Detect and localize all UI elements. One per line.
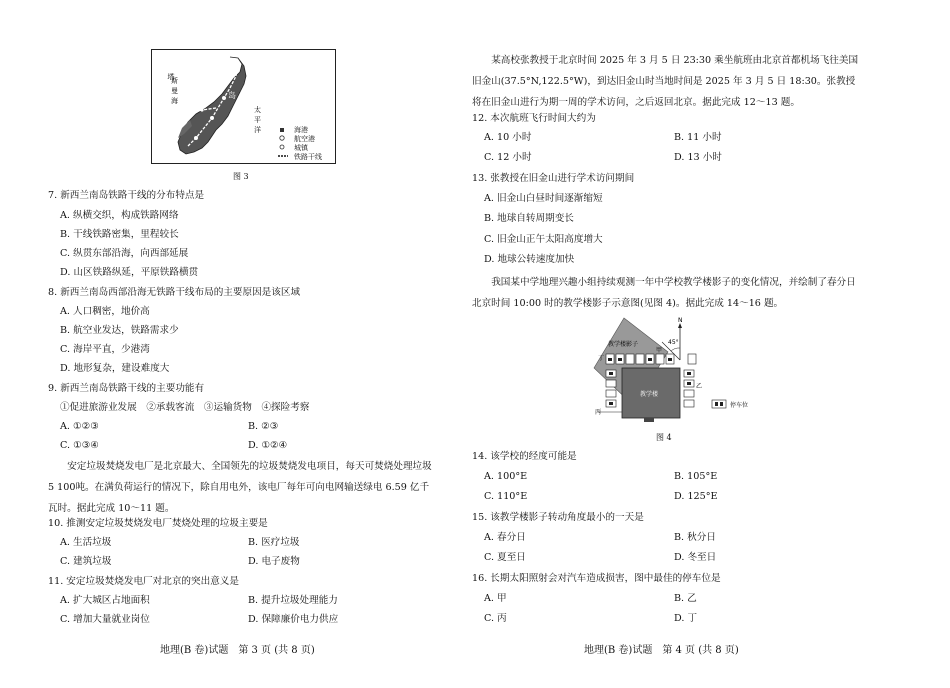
- q14-stem: 14. 该学校的经度可能是: [472, 451, 577, 462]
- island-shape: [178, 57, 246, 154]
- q8-option-b[interactable]: B. 航空业发达，铁路需求少: [60, 325, 179, 336]
- spot-yi: 乙: [696, 383, 703, 390]
- q13-stem: 13. 张教授在旧金山进行学术访问期间: [472, 173, 635, 184]
- figure-3-caption: 图 3: [233, 172, 249, 181]
- map-legend: [278, 128, 288, 156]
- q11-option-c[interactable]: C. 增加大量就业岗位: [60, 614, 150, 625]
- q9-option-c[interactable]: C. ①③④: [60, 440, 99, 451]
- q8-option-d[interactable]: D. 地形复杂，建设难度大: [60, 363, 170, 374]
- q14-option-d[interactable]: D. 125°E: [674, 491, 718, 502]
- q15-option-d[interactable]: D. 冬至日: [674, 552, 717, 563]
- q9-option-a[interactable]: A. ①②③: [60, 421, 99, 432]
- q9-stem: 9. 新西兰南岛铁路干线的主要功能有: [48, 383, 205, 394]
- school-building-diagram: [592, 316, 777, 426]
- q13-option-c[interactable]: C. 旧金山正午太阳高度增大: [484, 234, 603, 245]
- spot-ding: 丁: [598, 355, 605, 362]
- figure-4-caption: 图 4: [656, 433, 672, 442]
- q15-option-a[interactable]: A. 春分日: [484, 532, 526, 543]
- spot-jia: 甲: [656, 347, 663, 354]
- svg-text:平: 平: [254, 116, 261, 124]
- q9-items: ①促进旅游业发展 ②承载客流 ③运输货物 ④探险考察: [60, 402, 310, 413]
- svg-text:海: 海: [171, 97, 178, 105]
- svg-text:曼: 曼: [171, 87, 178, 95]
- q7-option-a[interactable]: A. 纵横交织，构成铁路网络: [60, 210, 179, 221]
- q16-option-a[interactable]: A. 甲: [484, 593, 507, 604]
- q13-option-b[interactable]: B. 地球自转周期变长: [484, 213, 574, 224]
- q9-option-b[interactable]: B. ②③: [248, 421, 279, 432]
- q12-stem: 12. 本次航班飞行时间大约为: [472, 113, 596, 124]
- q10-stem: 10. 推测安定垃圾焚烧发电厂焚烧处理的垃圾主要是: [48, 518, 268, 529]
- q11-stem: 11. 安定垃圾焚烧发电厂对北京的突出意义是: [48, 576, 239, 587]
- q7-option-b[interactable]: B. 干线铁路密集，里程较长: [60, 229, 179, 240]
- q8-option-a[interactable]: A. 人口稠密，地价高: [60, 306, 150, 317]
- q13-option-a[interactable]: A. 旧金山白昼时间逐渐缩短: [484, 193, 603, 204]
- shadow-label: 教学楼影子: [608, 341, 639, 348]
- q10-option-b[interactable]: B. 医疗垃圾: [248, 537, 300, 548]
- q7-option-c[interactable]: C. 纵贯东部沿海，向西部延展: [60, 248, 189, 259]
- q10-option-c[interactable]: C. 建筑垃圾: [60, 556, 112, 567]
- q14-option-a[interactable]: A. 100°E: [484, 471, 528, 482]
- svg-text:斯: 斯: [171, 77, 178, 85]
- q16-option-d[interactable]: D. 丁: [674, 613, 698, 624]
- q10-option-a[interactable]: A. 生活垃圾: [60, 537, 112, 548]
- north-label: N: [678, 317, 683, 324]
- building-label: 教学楼: [640, 391, 659, 398]
- passage-14-16: 我国某中学地理兴趣小组持续观测一年中学校教学楼影子的变化情况，并绘制了春分日北京时间 10:00 时的教学楼影子示意图(见图 4)。据此完成 14～16 题。: [472, 277, 856, 309]
- q7-stem: 7. 新西兰南岛铁路干线的分布特点是: [48, 190, 205, 201]
- q12-option-c[interactable]: C. 12 小时: [484, 152, 532, 163]
- q11-option-d[interactable]: D. 保障廉价电力供应: [248, 614, 339, 625]
- q8-option-c[interactable]: C. 海岸平直，少港湾: [60, 344, 150, 355]
- parking-label: 停车位: [730, 402, 749, 409]
- q13-option-d[interactable]: D. 地球公转速度加快: [484, 254, 575, 265]
- q12-option-b[interactable]: B. 11 小时: [674, 132, 722, 143]
- spot-bing: 丙: [595, 409, 602, 416]
- q16-option-c[interactable]: C. 丙: [484, 613, 507, 624]
- legend-railway: 铁路干线: [294, 153, 322, 161]
- q12-option-d[interactable]: D. 13 小时: [674, 152, 722, 163]
- q12-option-a[interactable]: A. 10 小时: [484, 132, 532, 143]
- figure-3: [151, 49, 336, 164]
- page-3-footer: 地理(B 卷)试题 第 3 页 (共 8 页): [160, 645, 315, 656]
- svg-text:岛: 岛: [228, 91, 236, 100]
- page-4-footer: 地理(B 卷)试题 第 4 页 (共 8 页): [584, 645, 739, 656]
- q15-stem: 15. 该教学楼影子转动角度最小的一天是: [472, 512, 644, 523]
- pacific-label: 太: [254, 106, 261, 114]
- q15-option-b[interactable]: B. 秋分日: [674, 532, 716, 543]
- island-char: 南: [220, 71, 228, 80]
- q14-option-b[interactable]: B. 105°E: [674, 471, 718, 482]
- legend-town: 城镇: [294, 144, 308, 152]
- q16-option-b[interactable]: B. 乙: [674, 593, 697, 604]
- q11-option-b[interactable]: B. 提升垃圾处理能力: [248, 595, 338, 606]
- q10-option-d[interactable]: D. 电子废物: [248, 556, 300, 567]
- svg-text:洋: 洋: [254, 126, 261, 134]
- angle-label: 45°: [668, 339, 679, 346]
- q11-option-a[interactable]: A. 扩大城区占地面积: [60, 595, 150, 606]
- q16-stem: 16. 长期太阳照射会对汽车造成损害，图中最佳的停车位是: [472, 573, 721, 584]
- tasman-sea-label: 塔: [167, 73, 175, 80]
- legend-seaport: 海港: [294, 126, 308, 134]
- passage-12-13: 某高校张教授于北京时间 2025 年 3 月 5 日 23:30 乘坐航班由北京首都机场飞往美国旧金山(37.5°N,122.5°W)，到达旧金山时当地时间是 2025 年 3 月 5 日 18:30。张教授将在旧金山进行为期一周的学术访问，之后返回北京。据此完成 12～13 题。: [472, 55, 859, 108]
- q8-stem: 8. 新西兰南岛西部沿海无铁路干线布局的主要原因是该区域: [48, 287, 301, 298]
- passage-10-11: 安定垃圾焚烧发电厂是北京最大、全国领先的垃圾焚烧发电项目，每天可焚烧处理垃圾 5 100吨。在满负荷运行的情况下，除自用电外，该电厂每年可向电网输送绿电 6.59 亿千瓦时。据此完成 10～11 题。: [48, 461, 432, 514]
- q7-option-d[interactable]: D. 山区铁路纵延，平原铁路横贯: [60, 267, 199, 278]
- q14-option-c[interactable]: C. 110°E: [484, 491, 528, 502]
- legend-airport: 航空港: [294, 135, 315, 143]
- figure-4: [592, 316, 777, 426]
- q9-option-d[interactable]: D. ①②④: [248, 440, 288, 451]
- q15-option-c[interactable]: C. 夏至日: [484, 552, 526, 563]
